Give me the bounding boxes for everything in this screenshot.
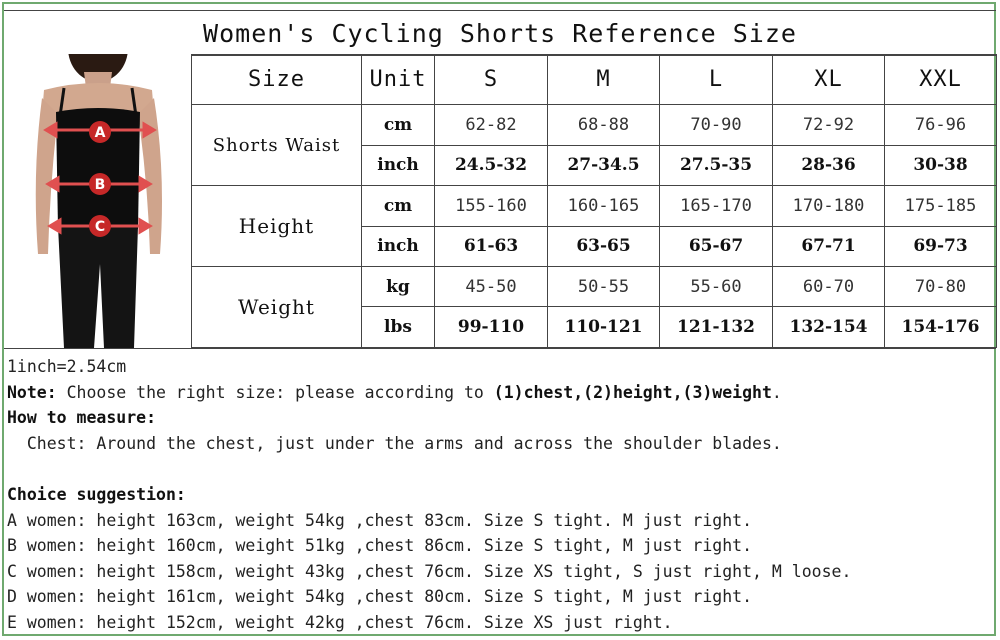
value-cell: 170-180: [773, 186, 885, 226]
value-cell: 61-63: [435, 226, 548, 266]
suggestion-line: C women: height 158cm, weight 43kg ,chest 76cm. Size XS tight, S just right, M loose.: [7, 562, 852, 581]
value-cell: 63-65: [548, 226, 660, 266]
value-cell: 99-110: [435, 307, 548, 348]
how-to-measure-text: Chest: Around the chest, just under the arms and across the shoulder blades.: [7, 434, 782, 453]
value-cell: 68-88: [548, 105, 660, 145]
marker-c: [89, 215, 111, 237]
header-size-xl: XL: [773, 55, 885, 105]
value-cell: 121-132: [660, 307, 773, 348]
choice-suggestion-heading: Choice suggestion:: [7, 485, 186, 504]
header-size-l: L: [660, 55, 773, 105]
group-label-weight: Weight: [192, 266, 362, 347]
value-cell: 24.5-32: [435, 145, 548, 185]
value-cell: 28-36: [773, 145, 885, 185]
value-cell: 60-70: [773, 266, 885, 306]
value-cell: 70-80: [885, 266, 997, 306]
marker-a: [89, 121, 111, 143]
value-cell: 155-160: [435, 186, 548, 226]
group-label-waist: Shorts Waist: [192, 105, 362, 186]
suggestion-line: E women: height 152cm, weight 42kg ,chest 76cm. Size XS just right.: [7, 613, 673, 632]
value-cell: 69-73: [885, 226, 997, 266]
header-size-s: S: [435, 55, 548, 105]
value-cell: 110-121: [548, 307, 660, 348]
conversion-note: 1inch=2.54cm: [7, 357, 127, 376]
value-cell: 27-34.5: [548, 145, 660, 185]
value-cell: 30-38: [885, 145, 997, 185]
value-cell: 50-55: [548, 266, 660, 306]
group-label-height: Height: [192, 186, 362, 267]
value-cell: 70-90: [660, 105, 773, 145]
table-header-row: [192, 55, 997, 105]
value-cell: 67-71: [773, 226, 885, 266]
svg-text:A: A: [94, 125, 106, 141]
marker-b: [89, 173, 111, 195]
model-illustration: [4, 54, 191, 348]
table-row: [192, 186, 997, 226]
model-figure: [4, 54, 192, 348]
value-cell: 175-185: [885, 186, 997, 226]
header-unit: Unit: [362, 55, 435, 105]
header-size-m: M: [548, 55, 660, 105]
value-cell: 45-50: [435, 266, 548, 306]
svg-text:C: C: [94, 219, 106, 235]
note-criteria: (1)chest,(2)height,(3)weight: [493, 383, 772, 402]
suggestion-line: B women: height 160cm, weight 51kg ,chest 86cm. Size S tight, M just right.: [7, 536, 753, 555]
unit-cell: lbs: [362, 307, 435, 348]
value-cell: 62-82: [435, 105, 548, 145]
unit-cell: cm: [362, 105, 435, 145]
size-table: [191, 54, 997, 348]
page-title: Women's Cycling Shorts Reference Size: [203, 18, 797, 48]
value-cell: 27.5-35: [660, 145, 773, 185]
svg-text:B: B: [94, 177, 106, 193]
value-cell: 55-60: [660, 266, 773, 306]
table-row: [192, 266, 997, 306]
how-to-measure-heading: How to measure:: [7, 408, 157, 427]
value-cell: 165-170: [660, 186, 773, 226]
unit-cell: kg: [362, 266, 435, 306]
note-end: .: [771, 383, 782, 402]
header-size: Size: [192, 55, 362, 105]
value-cell: 72-92: [773, 105, 885, 145]
note-label: Note:: [7, 383, 57, 402]
table-row: [192, 105, 997, 145]
value-cell: 132-154: [773, 307, 885, 348]
suggestion-line: D women: height 161cm, weight 54kg ,chest 80cm. Size S tight, M just right.: [7, 587, 753, 606]
unit-cell: inch: [362, 226, 435, 266]
value-cell: 76-96: [885, 105, 997, 145]
note-text: Choose the right size: please according to: [56, 383, 494, 402]
value-cell: 154-176: [885, 307, 997, 348]
header-size-xxl: XXL: [885, 55, 997, 105]
unit-cell: inch: [362, 145, 435, 185]
value-cell: 160-165: [548, 186, 660, 226]
size-note: [7, 383, 782, 402]
notes-section: [4, 348, 996, 635]
suggestion-line: A women: height 163cm, weight 54kg ,chest 83cm. Size S tight. M just right.: [7, 511, 753, 530]
unit-cell: cm: [362, 186, 435, 226]
value-cell: 65-67: [660, 226, 773, 266]
title-bar: [4, 10, 996, 56]
